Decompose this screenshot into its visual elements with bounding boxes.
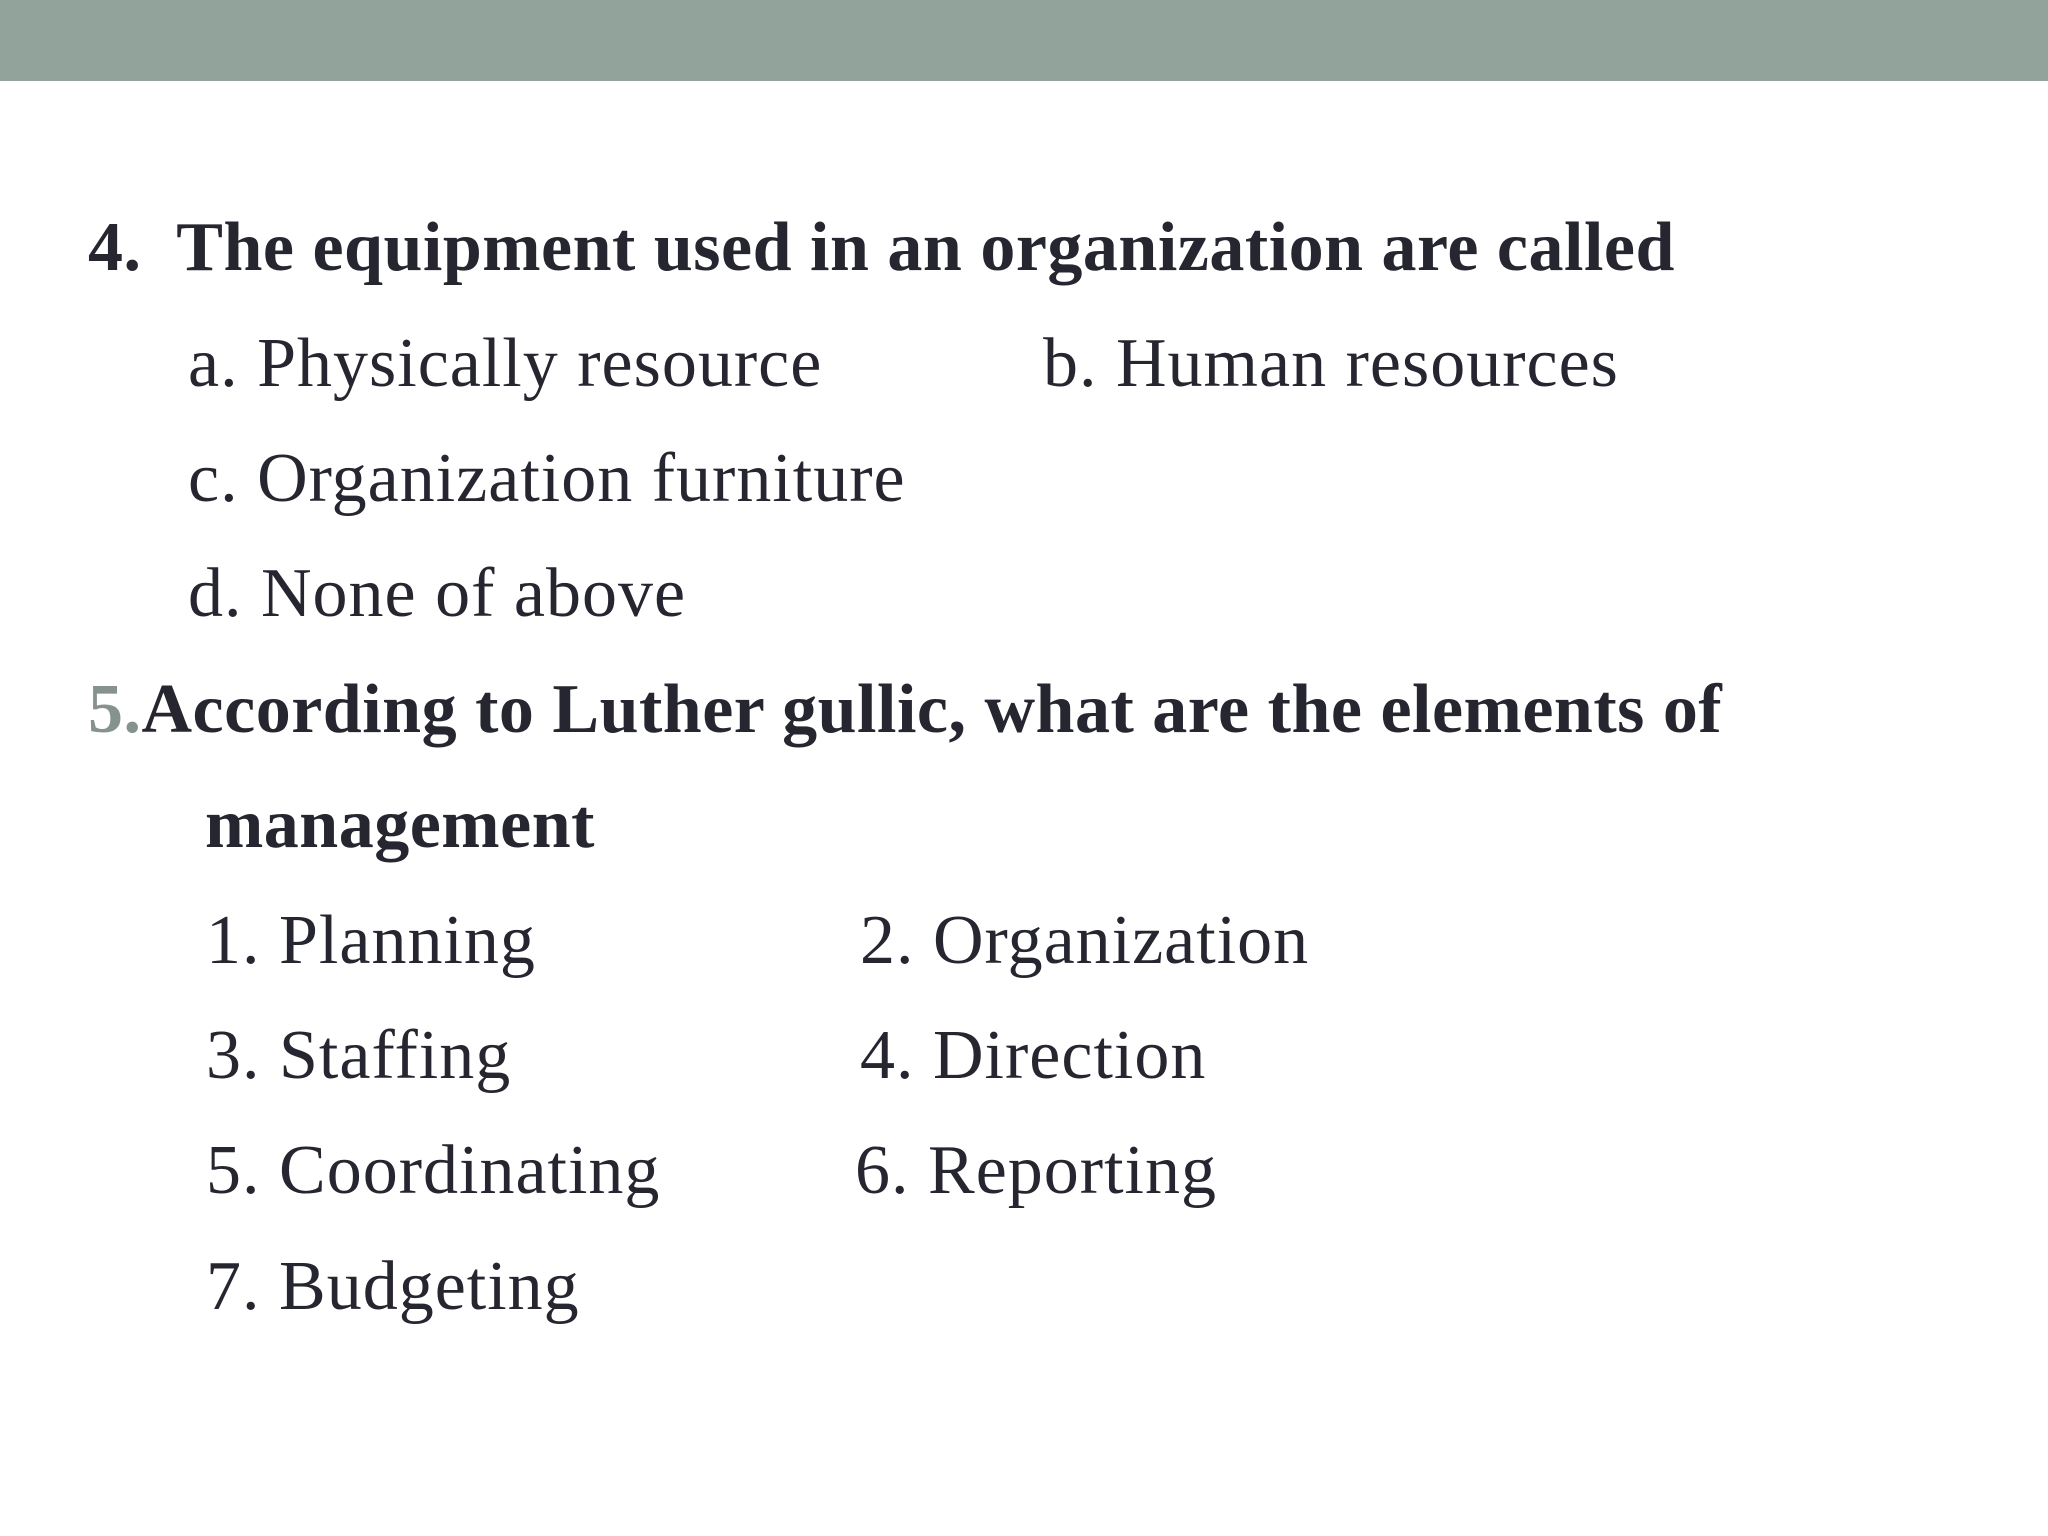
item-3: 3. Staffing — [206, 1017, 512, 1094]
item-5: 5. Coordinating — [206, 1132, 661, 1209]
question-4-number: 4. — [88, 209, 142, 286]
option-b: b. Human resources — [1043, 325, 1619, 402]
item-4: 4. Direction — [860, 1017, 1207, 1094]
question-5-number: 5. — [88, 671, 142, 748]
option-a: a. Physically resource — [188, 325, 823, 402]
item-1: 1. Planning — [206, 902, 536, 979]
item-6: 6. Reporting — [855, 1132, 1217, 1209]
title-band — [0, 0, 2048, 81]
option-d: d. None of above — [188, 555, 687, 632]
question-5-text-line1: According to Luther gullic, what are the elements of — [141, 671, 1723, 748]
question-4-text: The equipment used in an organization are called — [176, 209, 1675, 286]
question-4-heading — [88, 209, 1675, 286]
option-c: c. Organization furniture — [188, 440, 906, 517]
item-7: 7. Budgeting — [206, 1248, 580, 1325]
question-5-text-line2: management — [205, 786, 595, 863]
question-5-heading — [88, 671, 1723, 748]
item-2: 2. Organization — [860, 902, 1310, 979]
